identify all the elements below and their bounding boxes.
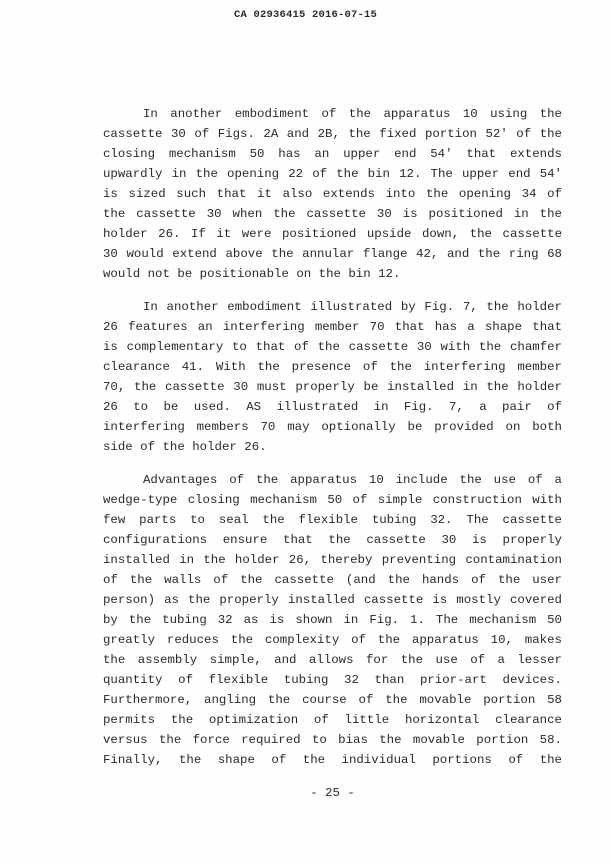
text-line: 26 to be used. AS illustrated in Fig. 7, a pair of [103, 400, 562, 414]
text-line: configurations ensure that the cassette 30 is properly [103, 533, 562, 547]
document-body [103, 104, 562, 783]
text-line: In another embodiment illustrated by Fig. 7, the holder [143, 300, 562, 314]
text-line: permits the optimization of little horizontal clearance [103, 713, 562, 727]
text-line: is complementary to that of the cassette 30 with the chamfer [103, 340, 562, 354]
text-line: Furthermore, angling the course of the movable portion 58 [103, 693, 562, 707]
text-line: interfering members 70 may optionally be provided on both [103, 420, 562, 434]
text-line: by the tubing 32 as is shown in Fig. 1. The mechanism 50 [103, 613, 562, 627]
text-line: 26 features an interfering member 70 that has a shape that [103, 320, 562, 334]
text-line: few parts to seal the flexible tubing 32. The cassette [103, 513, 562, 527]
text-line: cassette 30 of Figs. 2A and 2B, the fixed portion 52' of the [103, 127, 562, 141]
page-number: - 25 - [310, 786, 355, 800]
text-line: 70, the cassette 30 must properly be installed in the holder [103, 380, 562, 394]
text-line: the cassette 30 when the cassette 30 is positioned in the [103, 207, 562, 221]
text-line: would not be positionable on the bin 12. [103, 267, 401, 281]
text-line: upwardly in the opening 22 of the bin 12. The upper end 54' [103, 167, 562, 181]
text-line: is sized such that it also extends into the opening 34 of [103, 187, 562, 201]
paragraph [103, 470, 562, 770]
text-line: closing mechanism 50 has an upper end 54' that extends [103, 147, 562, 161]
text-line: greatly reduces the complexity of the apparatus 10, makes [103, 633, 562, 647]
text-line: quantity of flexible tubing 32 than prior-art devices. [103, 673, 562, 687]
text-line: versus the force required to bias the movable portion 58. [103, 733, 562, 747]
paragraph [103, 297, 562, 457]
text-line: wedge-type closing mechanism 50 of simple construction with [103, 493, 562, 507]
page-header: CA 02936415 2016-07-15 [233, 9, 378, 21]
text-line: Advantages of the apparatus 10 include the use of a [143, 473, 562, 487]
text-line: Finally, the shape of the individual portions of the [103, 753, 562, 767]
text-line: 30 would extend above the annular flange 42, and the ring 68 [103, 247, 562, 261]
text-line: side of the holder 26. [103, 440, 267, 454]
paragraph [103, 104, 562, 284]
text-line: clearance 41. With the presence of the interfering member [103, 360, 562, 374]
text-line: person) as the properly installed cassette is mostly covered [103, 593, 562, 607]
text-line: the assembly simple, and allows for the use of a lesser [103, 653, 562, 667]
text-line: installed in the holder 26, thereby preventing contamination [103, 553, 562, 567]
text-line: of the walls of the cassette (and the hands of the user [103, 573, 562, 587]
text-line: In another embodiment of the apparatus 10 using the [143, 107, 562, 121]
text-line: holder 26. If it were positioned upside down, the cassette [103, 227, 562, 241]
